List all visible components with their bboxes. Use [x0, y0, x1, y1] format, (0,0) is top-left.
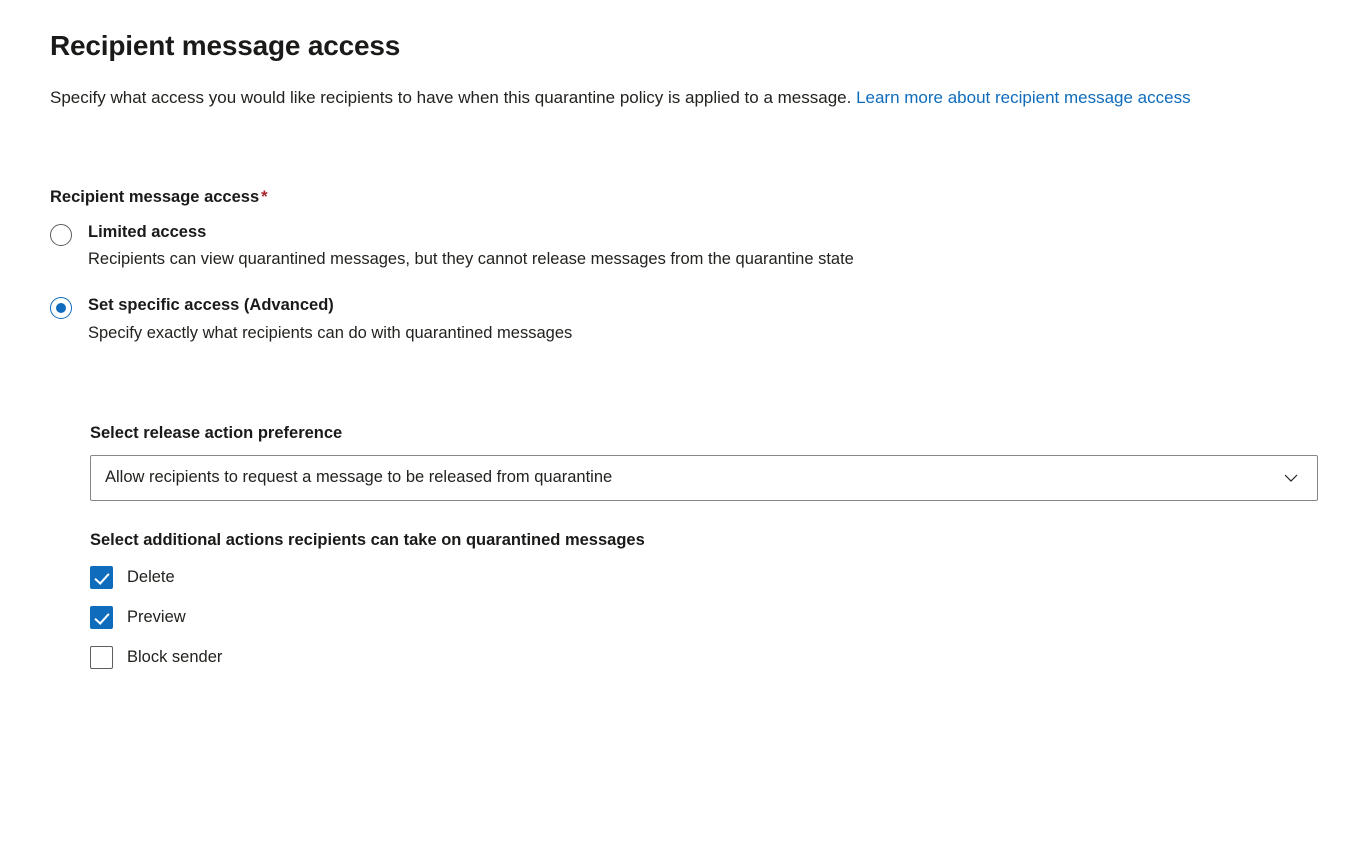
checkbox-icon-preview[interactable] [90, 606, 113, 629]
release-action-label: Select release action preference [90, 423, 343, 442]
recipient-message-access-radio-group [50, 221, 1319, 346]
release-action-selected-value: Allow recipients to request a message to be released from quarantine [105, 468, 613, 487]
radio-option-limited-access[interactable] [50, 221, 1319, 272]
radio-description-set-specific-access: Specify exactly what recipients can do with quarantined messages [88, 323, 573, 342]
checkbox-label-block-sender: Block sender [127, 647, 223, 666]
checkbox-option-preview[interactable] [90, 606, 1319, 629]
advanced-access-options [90, 424, 1319, 669]
page-title: Recipient message access [50, 30, 401, 61]
release-action-dropdown[interactable] [90, 455, 1318, 501]
checkbox-option-block-sender[interactable] [90, 646, 1319, 669]
additional-actions-label: Select additional actions recipients can take on quarantined messages [90, 530, 645, 549]
page-description [50, 84, 1319, 112]
radio-icon-set-specific-access[interactable] [50, 297, 72, 319]
radio-title-set-specific-access: Set specific access (Advanced) [88, 296, 334, 315]
checkbox-icon-delete[interactable] [90, 566, 113, 589]
chevron-down-icon [1283, 470, 1299, 486]
checkbox-option-delete[interactable] [90, 566, 1319, 589]
checkbox-icon-block-sender[interactable] [90, 646, 113, 669]
page-description-text: Specify what access you would like recipients to have when this quarantine policy is applied to a message. [50, 88, 857, 107]
checkbox-label-delete: Delete [127, 567, 175, 586]
learn-more-link[interactable]: Learn more about recipient message access [856, 88, 1191, 107]
radio-text-limited-access [88, 221, 854, 272]
checkbox-label-preview: Preview [127, 607, 186, 626]
radio-description-limited-access: Recipients can view quarantined messages, but they cannot release messages from the quarantine state [88, 250, 854, 269]
field-label-text: Recipient message access [50, 188, 260, 206]
radio-text-set-specific-access [88, 294, 572, 345]
radio-title-limited-access: Limited access [88, 223, 207, 241]
required-asterisk: * [261, 188, 268, 206]
radio-icon-limited-access[interactable] [50, 224, 72, 246]
radio-option-set-specific-access[interactable] [50, 294, 1319, 345]
recipient-message-access-label [50, 188, 1319, 207]
